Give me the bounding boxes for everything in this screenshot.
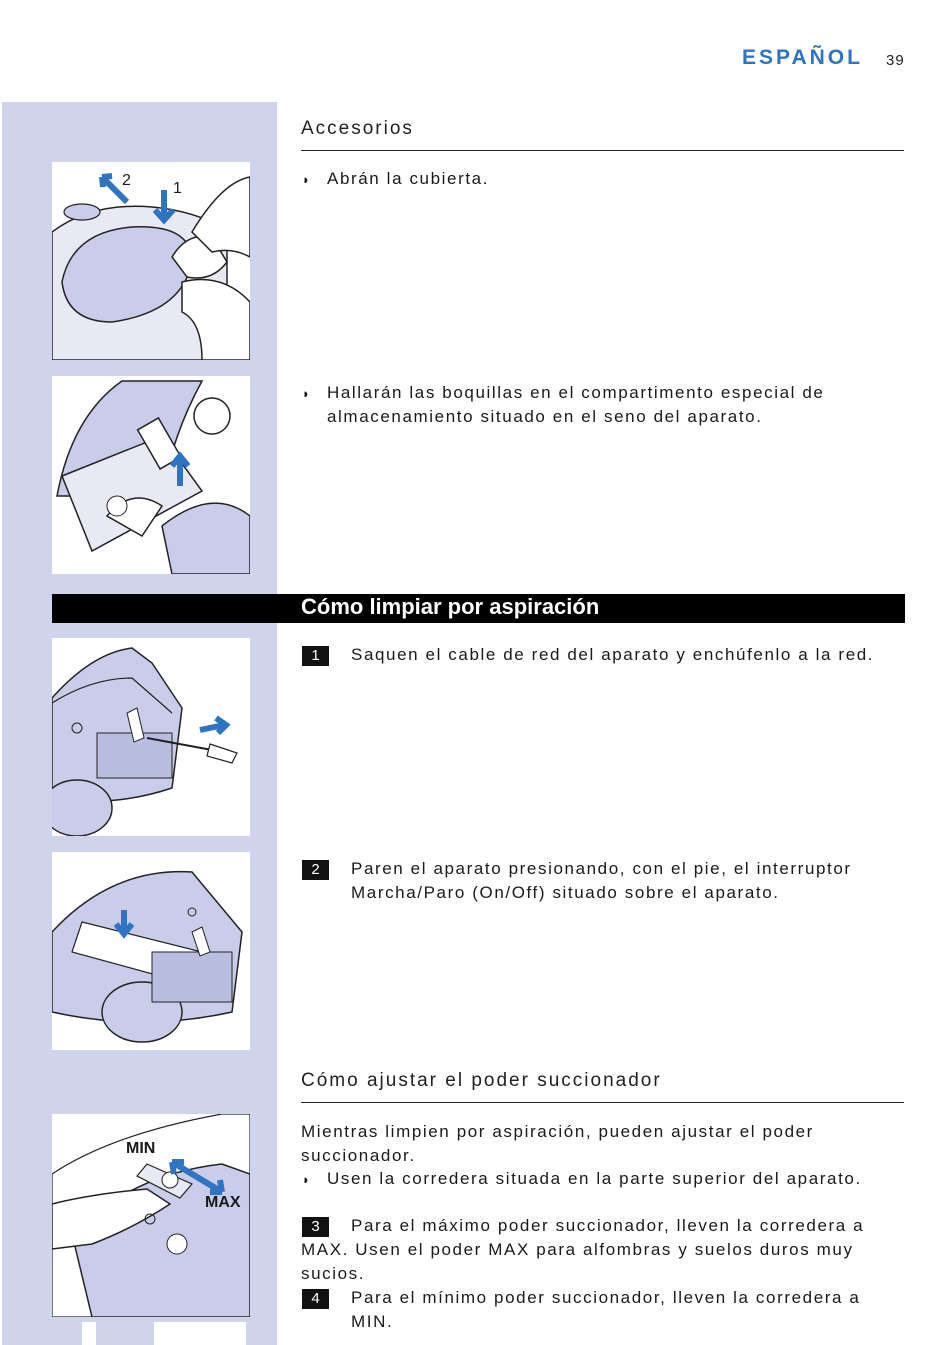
step-1-text: Saquen el cable de red del aparato y enchúfenlo a la red. — [351, 645, 875, 664]
open-cover-illustration — [52, 162, 250, 360]
on-off-switch-illustration — [52, 852, 250, 1050]
step-number-1: 1 — [302, 646, 329, 666]
page-number: 39 — [886, 52, 905, 69]
plug-in-illustration — [52, 638, 250, 836]
figure-label-1: 1 — [173, 180, 182, 197]
section-rule — [301, 150, 904, 151]
figure-label-2: 2 — [122, 172, 131, 189]
suction-slider-illustration — [52, 1114, 250, 1317]
max-label: MAX — [205, 1194, 241, 1211]
accessories-bullet-1: Abrán la cubierta. — [327, 169, 490, 188]
accessories-bullet-2: Hallarán las boquillas en el compartimento especial de almacenamiento situado en el seno del aparato. — [327, 383, 825, 426]
step-4-text: Para el mínimo poder succionador, lleven la corredera a MIN. — [351, 1288, 861, 1331]
decorative-strip — [154, 1322, 246, 1345]
step-number-3: 3 — [302, 1217, 329, 1237]
step-2-text: Paren el aparato presionando, con el pie, el interruptor Marcha/Paro (On/Off) situado sobre el aparato. — [351, 859, 852, 902]
accessories-title: Accesorios — [301, 118, 414, 139]
bullet-icon: ◗ — [302, 386, 310, 401]
bullet-icon: ◗ — [302, 1172, 310, 1187]
step-number-4: 4 — [302, 1289, 329, 1309]
language-heading: ESPAÑOL — [742, 46, 863, 69]
vacuuming-title: Cómo limpiar por aspiración — [301, 594, 600, 619]
nozzle-storage-illustration — [52, 376, 250, 574]
section-rule — [301, 1102, 904, 1103]
step-number-2: 2 — [302, 860, 329, 880]
suction-title: Cómo ajustar el poder succionador — [301, 1070, 662, 1091]
suction-intro: Mientras limpien por aspiración, pueden ajustar el poder succionador. — [301, 1122, 814, 1165]
step-3-text: Para el máximo poder succionador, lleven la corredera a MAX. Usen el poder MAX para alfombras y suelos duros muy sucios. — [301, 1216, 865, 1283]
min-label: MIN — [126, 1140, 156, 1157]
decorative-strip — [82, 1322, 96, 1345]
bullet-icon: ◗ — [302, 172, 310, 187]
suction-bullet: Usen la corredera situada en la parte superior del aparato. — [327, 1169, 862, 1188]
